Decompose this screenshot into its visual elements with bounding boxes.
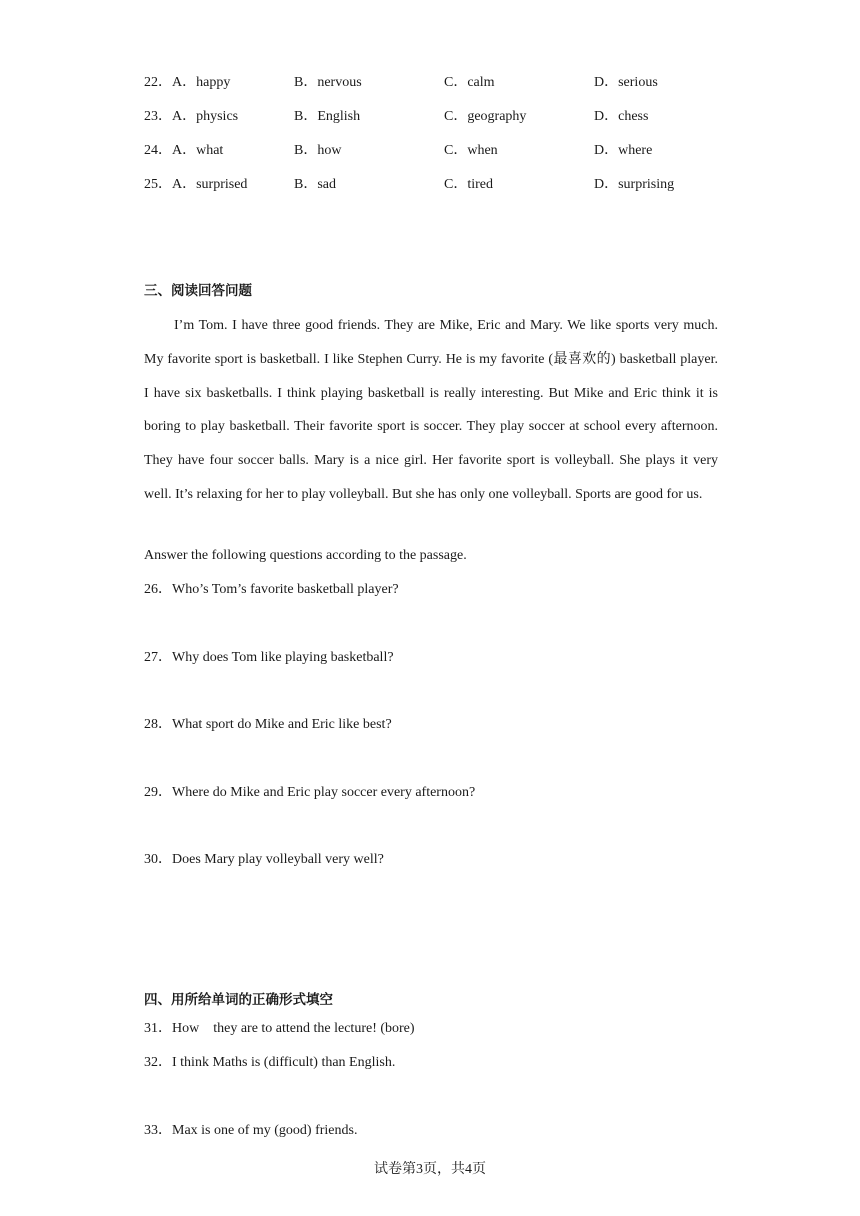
question-29: 29．Where do Mike and Eric play soccer every afternoon? [144,785,476,800]
section-title-fill-in: 四、用所给单词的正确形式填空 [144,992,333,1008]
question-30: 30．Does Mary play volleyball very well? [144,852,384,867]
option-c: C．tired [444,177,493,192]
option-c: C．geography [444,109,527,124]
option-d: D．where [594,143,653,158]
question-32: 32．I think Maths is (difficult) than English. [144,1055,396,1070]
reading-instruction: Answer the following questions according to the passage. [144,548,467,563]
question-27: 27．Why does Tom like playing basketball? [144,650,394,665]
option-a: 22．A．happy [144,75,231,90]
option-c: C．calm [444,75,495,90]
option-d: D．chess [594,109,649,124]
option-a: 23．A．physics [144,109,239,124]
question-28: 28．What sport do Mike and Eric like best? [144,717,392,732]
option-b: B．how [294,143,342,158]
page-footer: 试卷第3页，共4页 [374,1162,486,1177]
option-d: D．serious [594,75,658,90]
reading-passage: I’m Tom. I have three good friends. They are Mike, Eric and Mary. We like sports very much. My favorite sport is basketball. I like Stephen Curry. He is my favorite (最喜欢的) basketball player. I have six basketballs. I think playing basketball is really interesting. But Mike and Eric think it is boring to play basketball. Their favorite sport is soccer. They play soccer at school every afternoon. They have four soccer balls. Mary is a nice girl. Her favorite sport is volleyball. She plays it very well. It’s relaxing for her to play volleyball. But she has only one volleyball. Sports are good for us. [144,318,718,502]
option-b: B．nervous [294,75,362,90]
option-b: B．sad [294,177,336,192]
option-d: D．surprising [594,177,675,192]
option-a: 24．A．what [144,143,224,158]
question-26: 26．Who’s Tom’s favorite basketball player? [144,582,399,597]
option-a: 25．A．surprised [144,177,248,192]
option-b: B．English [294,109,361,124]
question-33: 33．Max is one of my (good) friends. [144,1123,358,1138]
question-31: 31．How they are to attend the lecture! (bore) [144,1021,415,1036]
option-c: C．when [444,143,498,158]
section-title-reading: 三、阅读回答问题 [144,283,252,299]
